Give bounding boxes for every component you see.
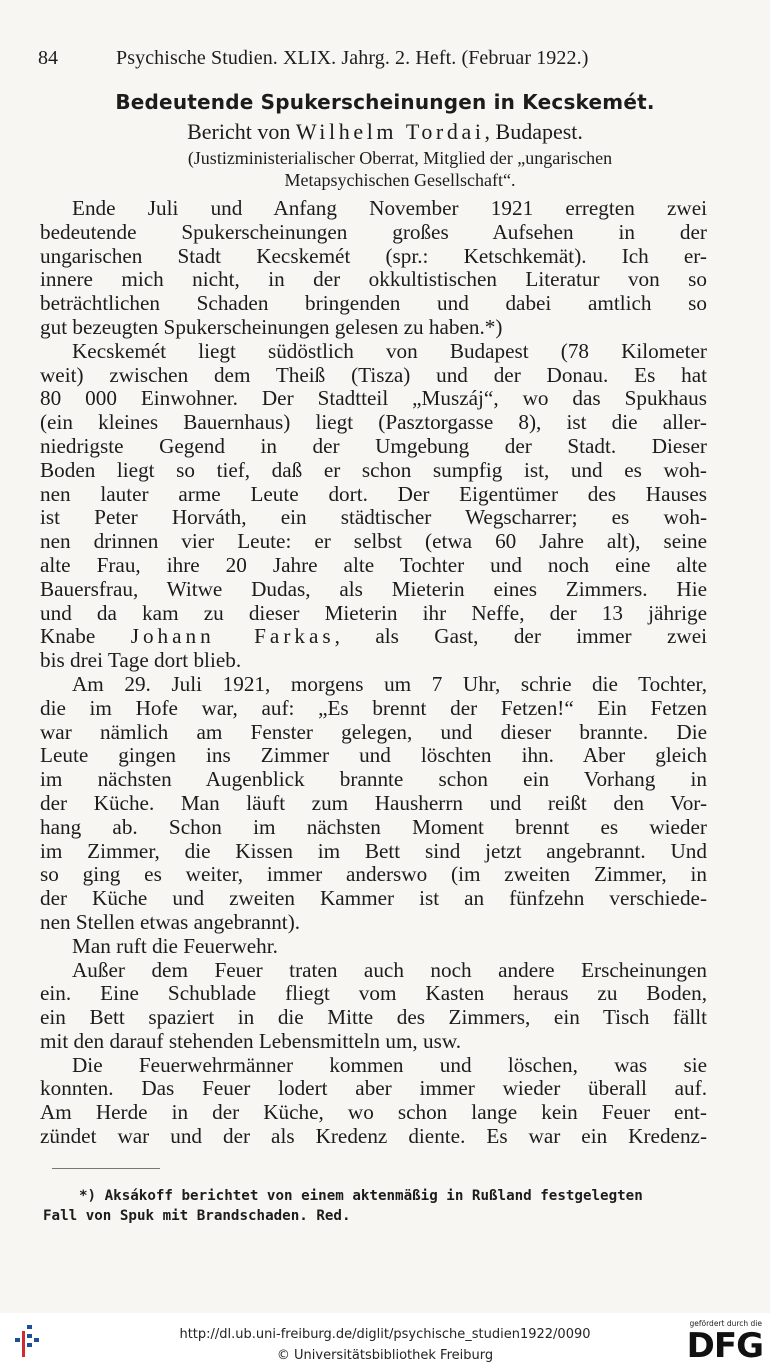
body-line: mit den darauf stehenden Lebensmitteln um, usw.	[40, 1028, 462, 1053]
body-line: (ein kleines Bauernhaus) liegt (Pasztorgasse 8), ist die aller-	[40, 410, 707, 435]
byline-prefix: Bericht von	[187, 119, 296, 144]
body-line: und da kam zu dieser Mieterin ihr Neffe, der 13 jährige	[40, 600, 707, 625]
body-line: 80 000 Einwohner. Der Stadtteil „Muszáj“, wo das Spukhaus	[40, 386, 707, 411]
footnote	[43, 1186, 711, 1226]
affiliation-line: (Justizministerialischer Oberrat, Mitglied der „ungarischen	[187, 148, 613, 168]
footnote-line: Fall von Spuk mit Brandschaden. Red.	[43, 1208, 351, 1224]
article-title: Bedeutende Spukerscheinungen in Kecskemét.	[115, 90, 655, 114]
body-line: gut bezeugten Spukerscheinungen gelesen zu haben.*)	[40, 314, 503, 339]
body-line	[40, 625, 707, 649]
body-line: innere mich nicht, in der okkultistischen Literatur von so	[40, 267, 707, 292]
affiliation-line: Metapsychischen Gesellschaft“.	[284, 170, 516, 190]
body-line: bis drei Tage dort blieb.	[40, 648, 242, 673]
body-line: Man ruft die Feuerwehr.	[72, 933, 278, 958]
body-line: Die Feuerwehrmänner kommen und löschen, was sie	[72, 1052, 707, 1077]
body-line: konnten. Das Feuer lodert aber immer wieder überall auf.	[40, 1076, 707, 1101]
body-line: bedeutende Spukerscheinungen großes Aufsehen in der	[40, 219, 707, 244]
copyright-notice: © Universitätsbibliothek Freiburg	[276, 1348, 494, 1363]
body-line: Ende Juli und Anfang November 1921 erregten zwei	[72, 196, 707, 220]
running-title: Psychische Studien. XLIX. Jahrg. 2. Heft. (Februar 1922.)	[116, 47, 589, 69]
body-line: der Küche und zweiten Kammer ist an fünfzehn verschiede-	[40, 886, 707, 911]
body-line: Boden liegt so tief, daß er schon sumpfig ist, und es woh-	[40, 457, 707, 482]
funder-note: gefördert durch die	[689, 1319, 762, 1328]
byline-suffix: , Budapest.	[484, 119, 583, 144]
running-head	[38, 44, 738, 72]
body-line: Leute gingen ins Zimmer und löschten ihn. Aber gleich	[40, 743, 707, 768]
body-line: so ging es weiter, immer anderswo (im zweiten Zimmer, in	[40, 862, 707, 887]
body-line: Am 29. Juli 1921, morgens um 7 Uhr, schrie die Tochter,	[72, 671, 707, 696]
author-name: Wilhelm Tordai	[295, 119, 485, 144]
footnote-line: *) Aksákoff berichtet von einem aktenmäßig in Rußland festgelegten	[79, 1188, 643, 1204]
body-line: zündet war und der als Kredenz diente. Es war ein Kredenz-	[40, 1124, 707, 1149]
body-line: hang ab. Schon im nächsten Moment brennt es wieder	[40, 814, 707, 839]
source-url-link[interactable]: http://dl.ub.uni-freiburg.de/diglit/psychische_studien1922/0090	[179, 1327, 591, 1342]
person-name: Johann Farkas	[130, 624, 335, 649]
body-line: Kecskemét liegt südöstlich von Budapest (78 Kilometer	[72, 338, 707, 363]
body-line: der Küche. Man läuft zum Hausherrn und reißt den Vor-	[40, 790, 707, 815]
body-line: ein Bett spaziert in die Mitte des Zimmers, ein Tisch fällt	[40, 1005, 707, 1030]
page-number: 84	[38, 47, 58, 69]
body-line: nen lauter arme Leute dort. Der Eigentümer des Hauses	[40, 481, 707, 506]
body-line: alte Frau, ihre 20 Jahre alte Tochter und noch eine alte	[40, 552, 707, 577]
body-line: beträchtlichen Schaden bringenden und dabei amtlich so	[40, 291, 707, 316]
body-line: die im Hofe war, auf: „Es brennt der Fetzen!“ Ein Fetzen	[40, 695, 707, 720]
body-line: weit) zwischen dem Theiß (Tisza) und der Donau. Es hat	[40, 362, 707, 387]
body-line: Am Herde in der Küche, wo schon lange kein Feuer ent-	[40, 1100, 707, 1125]
article-byline	[0, 118, 770, 146]
body-line: niedrigste Gegend in der Umgebung der Stadt. Dieser	[40, 433, 707, 458]
author-affiliation	[90, 147, 710, 191]
body-line-start: Knabe	[40, 624, 96, 649]
body-line: ungarischen Stadt Kecskemét (spr.: Ketschkemät). Ich er-	[40, 243, 707, 268]
article-body	[40, 197, 707, 1149]
dfg-logo: DFG	[686, 1326, 763, 1366]
body-line: war nämlich am Fenster gelegen, und dieser brannte. Die	[40, 719, 707, 744]
footnote-divider	[52, 1168, 160, 1169]
body-line: ein. Eine Schublade fliegt vom Kasten heraus zu Boden,	[40, 981, 707, 1006]
body-line: Außer dem Feuer traten auch noch andere Erscheinungen	[72, 957, 707, 982]
body-line: nen drinnen vier Leute: er selbst (etwa 60 Jahre alt), seine	[40, 529, 707, 554]
body-line: im Zimmer, die Kissen im Bett sind jetzt angebrannt. Und	[40, 838, 707, 863]
body-line: Bauersfrau, Witwe Dudas, als Mieterin eines Zimmers. Hie	[40, 576, 707, 601]
body-line: ist Peter Horváth, ein städtischer Wegscharrer; es woh-	[40, 505, 707, 530]
body-line: im nächsten Augenblick brannte schon ein Vorhang in	[40, 767, 707, 792]
body-line-end: , als Gast, der immer zwei	[334, 624, 708, 649]
body-line: nen Stellen etwas angebrannt).	[40, 909, 301, 934]
